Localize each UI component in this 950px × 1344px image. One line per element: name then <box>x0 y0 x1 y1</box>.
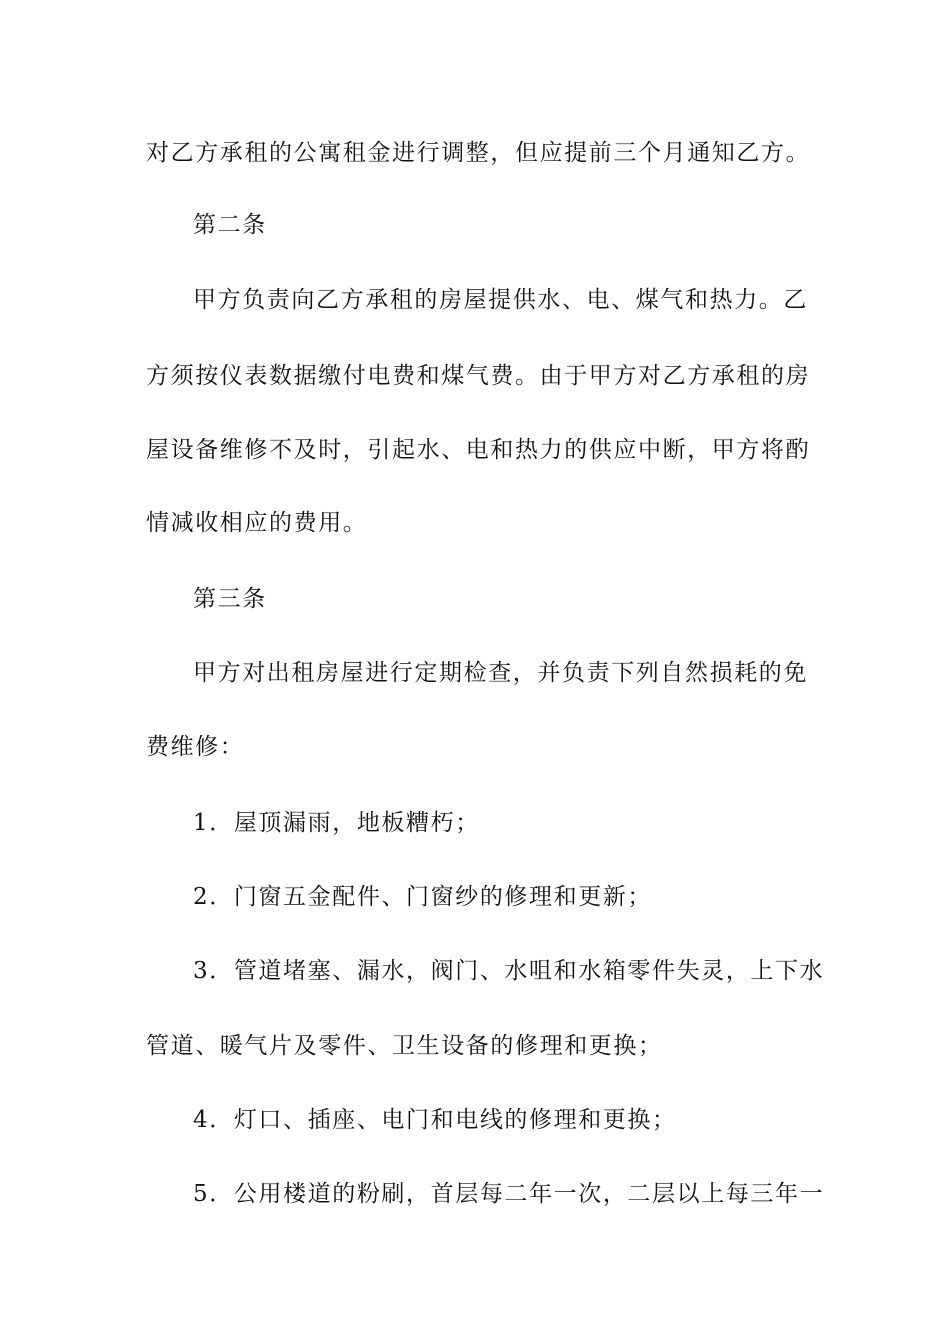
paragraph-line: 情减收相应的费用。 <box>146 510 368 536</box>
list-item: 1．屋顶漏雨，地板糟朽； <box>193 810 480 836</box>
list-item: 5．公用楼道的粉刷，首层每二年一次，二层以上每三年一 <box>193 1181 825 1207</box>
list-item-continuation: 管道、暖气片及零件、卫生设备的修理和更换； <box>146 1033 663 1059</box>
article-heading: 第三条 <box>193 586 267 612</box>
paragraph-line: 甲方负责向乙方承租的房屋提供水、电、煤气和热力。乙 <box>193 287 808 313</box>
paragraph-line: 甲方对出租房屋进行定期检查，并负责下列自然损耗的免 <box>193 660 808 686</box>
paragraph-line: 费维修： <box>146 734 245 760</box>
list-item: 4．灯口、插座、电门和电线的修理和更换； <box>193 1107 677 1133</box>
paragraph-line: 对乙方承租的公寓租金进行调整，但应提前三个月通知乙方。 <box>146 140 811 166</box>
paragraph-line: 屋设备维修不及时，引起水、电和热力的供应中断，甲方将酌 <box>146 437 811 463</box>
article-heading: 第二条 <box>193 212 267 238</box>
list-item: 3．管道堵塞、漏水，阀门、水咀和水箱零件失灵，上下水 <box>193 958 825 984</box>
list-item: 2．门窗五金配件、门窗纱的修理和更新； <box>193 884 653 910</box>
paragraph-line: 方须按仪表数据缴付电费和煤气费。由于甲方对乙方承租的房 <box>146 363 811 389</box>
